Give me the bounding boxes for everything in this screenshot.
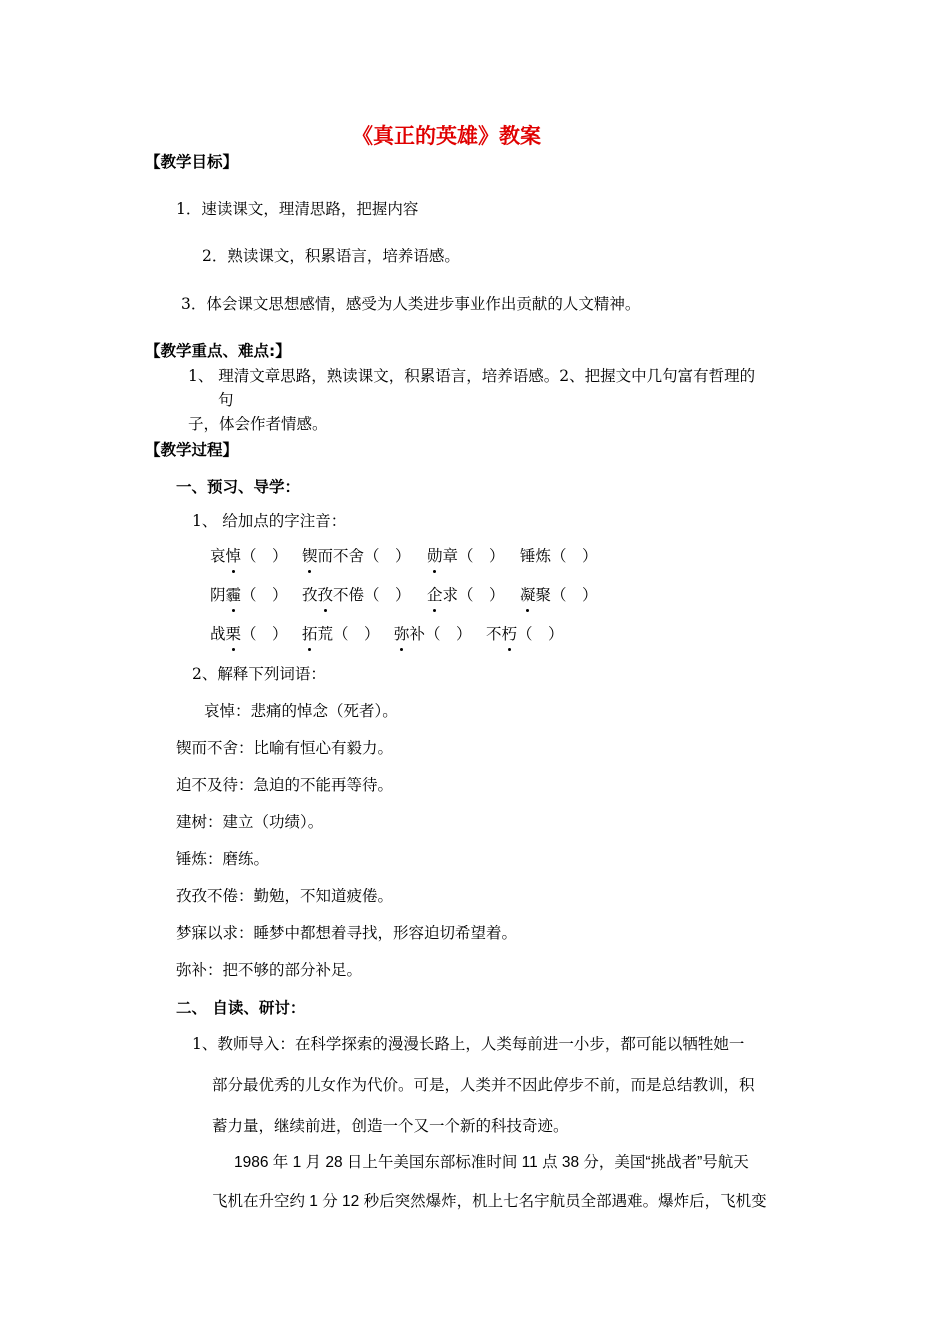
pinyin-item: 拓荒（ ） — [302, 625, 380, 643]
definition: 孜孜不倦：勤勉，不知道疲倦。 — [176, 887, 394, 905]
section2-heading: 二、 自读、研讨： — [176, 999, 306, 1017]
pinyin-item: 哀悼（ ） — [210, 547, 288, 565]
intro-line: 部分最优秀的儿女作为代价。可是，人类并不因此停步不前，而是总结教训，积 — [212, 1076, 755, 1094]
definition: 弥补：把不够的部分补足。 — [176, 961, 363, 979]
key-points-heading: 【教学重点、难点:】 — [145, 342, 291, 360]
objective-item: 2．熟读课文，积累语言，培养语感。 — [202, 247, 460, 265]
definition: 哀悼：悲痛的悼念（死者）。 — [204, 702, 398, 720]
definition: 锤炼：磨练。 — [176, 850, 270, 868]
task2-label: 2、解释下列词语： — [192, 665, 326, 683]
definition: 建树：建立（功绩）。 — [176, 813, 324, 831]
objective-item: 1．速读课文，理清思路，把握内容 — [176, 200, 419, 218]
pinyin-item: 勋章（ ） — [427, 547, 505, 565]
intro-line: 蓄力量，继续前进，创造一个又一个新的科技奇迹。 — [212, 1117, 569, 1135]
objective-item: 3．体会课文思想感情，感受为人类进步事业作出贡献的人文精神。 — [181, 295, 641, 313]
body-paragraph-line: 飞机在升空约 1 分 12 秒后突然爆炸，机上七名宇航员全部遇难。爆炸后，飞机变 — [212, 1193, 767, 1210]
pinyin-item: 企求（ ） — [427, 586, 505, 604]
objectives-heading: 【教学目标】 — [145, 153, 239, 171]
pinyin-item: 孜孜不倦（ ） — [302, 586, 411, 604]
pinyin-item: 锲而不舍（ ） — [302, 547, 411, 565]
definition: 锲而不舍：比喻有恒心有毅力。 — [176, 739, 394, 757]
page-title: 《真正的英雄》教案 — [352, 124, 541, 148]
pinyin-item: 阴霾（ ） — [210, 586, 288, 604]
section1-heading: 一、预习、导学： — [176, 478, 301, 496]
intro-line: 1、教师导入：在科学探索的漫漫长路上，人类每前进一小步，都可能以牺牲她一 — [192, 1035, 745, 1053]
pinyin-item: 锤炼（ ） — [520, 547, 598, 565]
task1-label: 1、 给加点的字注音： — [192, 512, 347, 530]
pinyin-item: 凝聚（ ） — [520, 586, 598, 604]
pinyin-item: 弥补（ ） — [394, 625, 472, 643]
definition: 迫不及待：急迫的不能再等待。 — [176, 776, 394, 794]
key-points-line: 1、 理清文章思路，熟读课文，积累语言，培养语感。2、把握文中几句富有哲理的 — [188, 367, 756, 385]
body-paragraph-line: 1986 年 1 月 28 日上午美国东部标准时间 11 点 38 分，美国“挑战者”号航天 — [234, 1154, 749, 1171]
definition: 梦寐以求：睡梦中都想着寻找，形容迫切希望着。 — [176, 924, 518, 942]
process-heading: 【教学过程】 — [145, 441, 239, 459]
pinyin-item: 不朽（ ） — [486, 625, 564, 643]
key-points-wrap: 句 — [218, 391, 234, 409]
pinyin-item: 战栗（ ） — [210, 625, 288, 643]
key-points-line: 子，体会作者情感。 — [188, 415, 328, 433]
